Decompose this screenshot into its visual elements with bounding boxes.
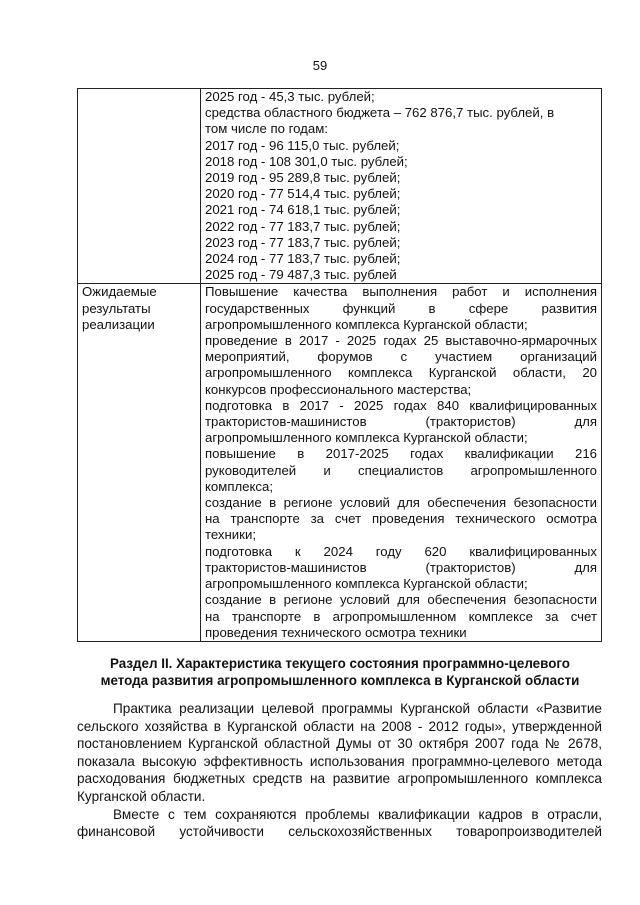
text-line: мероприятий, форумов с участием организаций — [205, 349, 597, 365]
table-cell-funding — [201, 89, 602, 284]
text-line: постановлением Курганской областной Думы от 30 октября 2007 года № 2678, — [77, 736, 602, 752]
section-heading — [70, 655, 610, 689]
table-row-expected-results — [78, 284, 602, 641]
text-line: 2022 год - 77 183,7 тыс. рублей; — [205, 218, 401, 234]
text-line: агропромышленного комплекса Курганской области; — [205, 430, 528, 446]
text-line: агропромышленного комплекса Курганской области; — [205, 316, 528, 332]
text-line: трактористов-машинистов (трактористов) для — [205, 414, 597, 430]
text-line: 2024 год - 77 183,7 тыс. рублей; — [205, 251, 401, 267]
section-heading-line: Раздел II. Характеристика текущего состояния программно-целевого — [110, 656, 570, 671]
text-line: 2025 год - 79 487,3 тыс. рублей — [205, 267, 397, 283]
page-number: 59 — [312, 58, 328, 73]
text-line: создание в регионе условий для обеспечения безопасности — [205, 495, 597, 511]
text-line: том числе по годам: — [205, 121, 328, 137]
table-cell-label-expected-results — [78, 284, 201, 641]
label-line: реализации — [82, 316, 155, 332]
text-line: 2025 год - 45,3 тыс. рублей; — [205, 89, 375, 104]
text-line: на транспорте в агропромышленном комплексе за счет — [205, 608, 597, 624]
section-heading-line: метода развития агропромышленного комплекса в Курганской области — [100, 673, 580, 688]
text-line: показала высокую эффективность использования программно-целевого метода — [77, 753, 602, 769]
text-line: трактористов-машинистов (трактористов) для — [205, 559, 597, 575]
text-line: Повышение качества выполнения работ и исполнения — [205, 284, 597, 300]
text-line: агропромышленного комплекса Курганской области; — [205, 576, 528, 592]
body-text — [77, 700, 602, 841]
text-line: финансовой устойчивости сельскохозяйственных товаропроизводителей — [77, 824, 602, 840]
text-line: 2021 год - 74 618,1 тыс. рублей; — [205, 202, 401, 218]
text-line: руководителей и специалистов агропромышленного — [205, 462, 597, 478]
text-line: 2020 год - 77 514,4 тыс. рублей; — [205, 186, 401, 202]
text-line: 2017 год - 96 115,0 тыс. рублей; — [205, 137, 400, 153]
text-line: на транспорте за счет проведения технического осмотра — [205, 511, 597, 527]
program-passport-table — [77, 88, 602, 642]
text-line: 2018 год - 108 301,0 тыс. рублей; — [205, 153, 408, 169]
text-line: создание в регионе условий для обеспечения безопасности — [205, 592, 597, 608]
text-line: подготовка к 2024 году 620 квалифицированных — [205, 543, 597, 559]
text-line: техники; — [205, 527, 256, 543]
text-line: Практика реализации целевой программы Курганской области «Развитие — [113, 701, 602, 716]
text-line: конкурсов профессионального мастерства; — [205, 381, 472, 397]
text-line: проведение в 2017 - 2025 годах 25 выставочно-ярмарочных — [205, 333, 597, 349]
text-line: агропромышленного комплекса Курганской области, 20 — [205, 365, 597, 381]
label-line: Ожидаемые — [82, 284, 157, 300]
label-line: результаты — [82, 300, 151, 316]
text-line: подготовка в 2017 - 2025 годах 840 квалифицированных — [205, 397, 597, 413]
table-row-funding — [78, 89, 602, 284]
text-line: повышение в 2017-2025 годах квалификации 216 — [205, 446, 597, 462]
text-line: комплекса; — [205, 478, 273, 494]
table-cell-label-empty — [78, 89, 201, 284]
text-line: 2019 год - 95 289,8 тыс. рублей; — [205, 170, 401, 186]
text-line: Вместе с тем сохраняются проблемы квалификации кадров в отрасли, — [113, 806, 602, 822]
text-line: средства областного бюджета – 762 876,7 тыс. рублей, в — [205, 105, 555, 121]
text-line: проведения технического осмотра техники — [205, 624, 467, 640]
text-line: сельского хозяйства в Курганской области на 2008 - 2012 годы», утвержденной — [77, 718, 602, 734]
text-line: государственных функций в сфере развития — [205, 300, 597, 316]
text-line: расходования бюджетных средств на развитие агропромышленного комплекса — [77, 771, 602, 787]
table-cell-expected-results — [201, 284, 602, 641]
text-line: 2023 год - 77 183,7 тыс. рублей; — [205, 234, 401, 250]
text-line: Курганской области. — [77, 788, 206, 804]
